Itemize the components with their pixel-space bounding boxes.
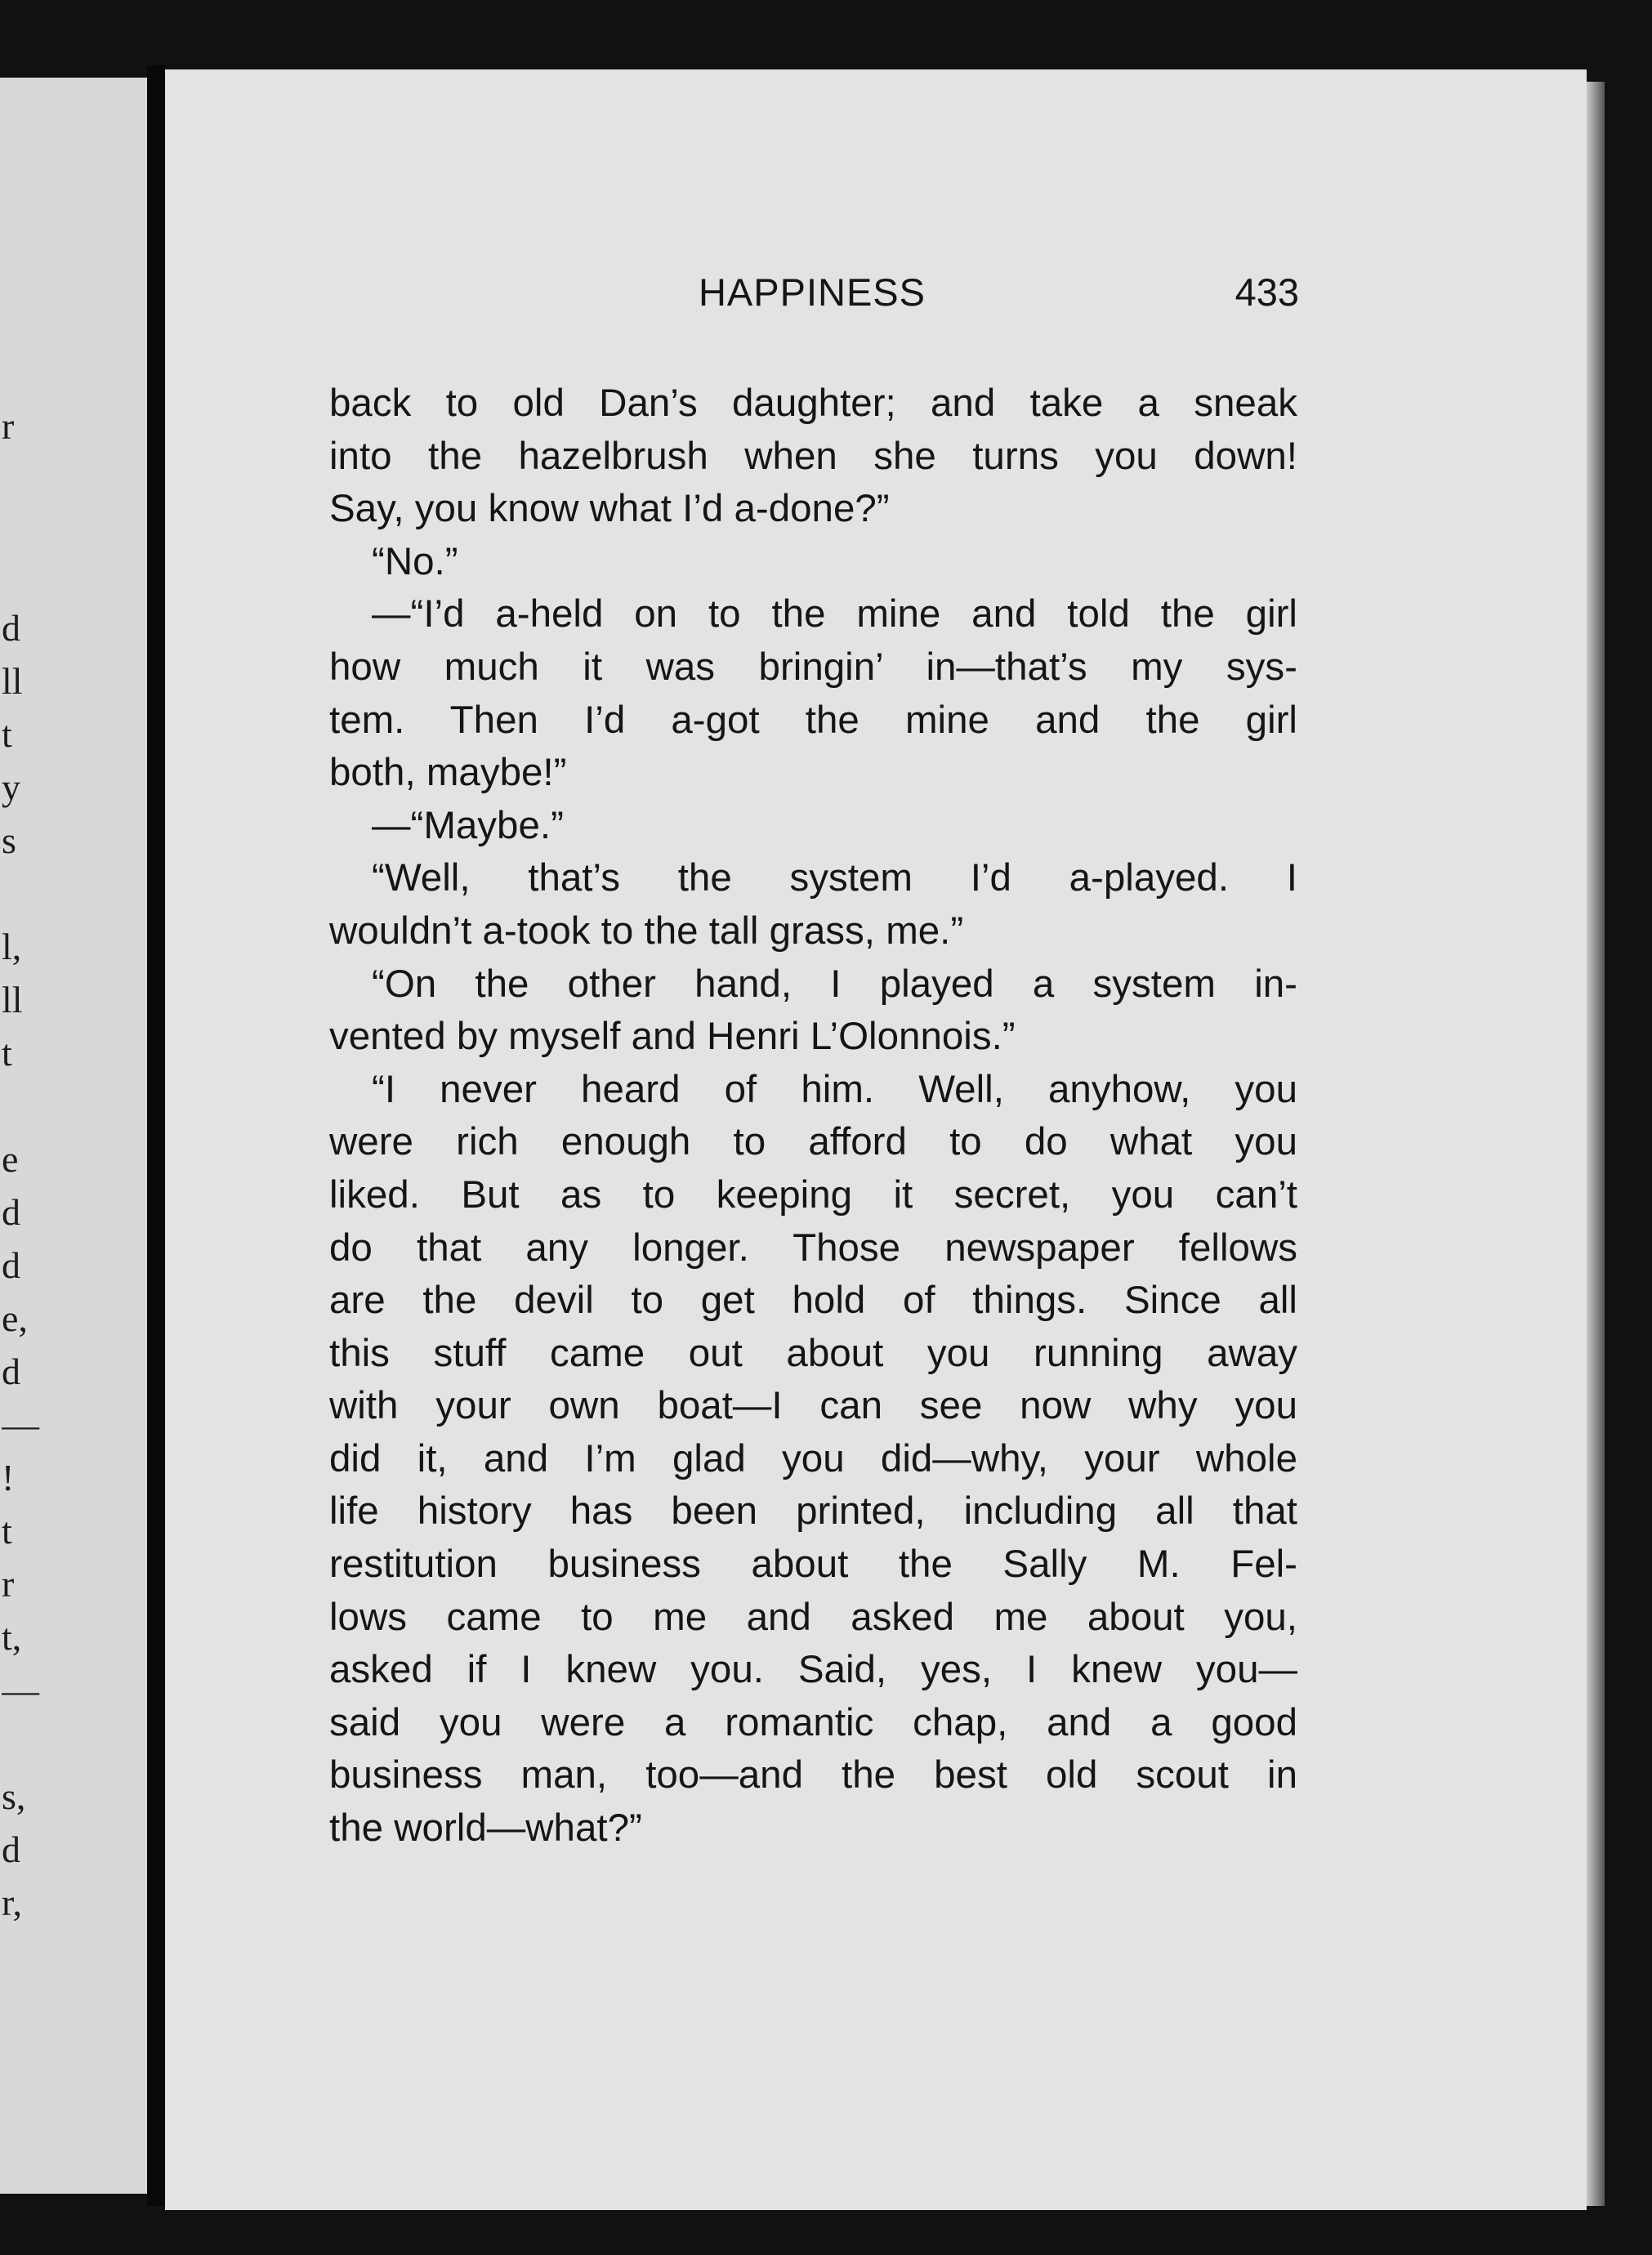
body-text bbox=[329, 377, 1297, 1855]
left-page-edge bbox=[0, 78, 147, 2194]
text-line: did it, and I’m glad you did—why, your whole bbox=[329, 1436, 1297, 1480]
left-page-fragment: t, bbox=[2, 1616, 22, 1658]
left-page-fragment: s bbox=[2, 819, 16, 861]
left-page-fragment: — bbox=[2, 1669, 39, 1711]
left-page-fragment: t bbox=[2, 713, 12, 755]
text-line: the world—what?” bbox=[329, 1806, 642, 1851]
left-page-fragment: y bbox=[2, 766, 20, 808]
running-head bbox=[325, 270, 1299, 327]
left-page-fragment: r bbox=[2, 405, 15, 447]
left-page-fragment: d bbox=[2, 1244, 20, 1286]
left-page-fragment: ! bbox=[2, 1457, 15, 1498]
text-line: back to old Dan’s daughter; and take a sneak bbox=[329, 382, 1297, 425]
text-line: with your own boat—I can see now why you bbox=[329, 1384, 1297, 1428]
text-line: —“Maybe.” bbox=[372, 803, 564, 847]
page-number: 433 bbox=[1235, 270, 1299, 314]
running-title: HAPPINESS bbox=[698, 270, 926, 314]
text-line: “Well, that’s the system I’d a-played. I bbox=[372, 856, 1297, 900]
text-line: this stuff came out about you running away bbox=[329, 1331, 1297, 1375]
text-line: Say, you know what I’d a-done?” bbox=[329, 487, 890, 531]
left-page-fragment: r bbox=[2, 1563, 15, 1605]
text-line: tem. Then I’d a-got the mine and the girl bbox=[329, 698, 1297, 742]
left-page-fragment: l, bbox=[2, 926, 22, 967]
left-page-fragment: ll bbox=[2, 979, 23, 1020]
text-line: into the hazelbrush when she turns you down! bbox=[329, 434, 1297, 478]
left-page-fragment: t bbox=[2, 1510, 12, 1552]
text-line: wouldn’t a-took to the tall grass, me.” bbox=[329, 909, 964, 953]
left-page-fragment: r, bbox=[2, 1882, 22, 1923]
text-line: said you were a romantic chap, and a good bbox=[329, 1700, 1297, 1744]
text-line: do that any longer. Those newspaper fellows bbox=[329, 1226, 1297, 1270]
text-line: business man, too—and the best old scout in bbox=[329, 1753, 1297, 1797]
book-gutter bbox=[147, 65, 165, 2206]
text-line: vented by myself and Henri L’Olonnois.” bbox=[329, 1015, 1016, 1059]
left-page-fragment: d bbox=[2, 607, 20, 649]
text-line: are the devil to get hold of things. Since all bbox=[329, 1279, 1297, 1323]
left-page-fragment: d bbox=[2, 1351, 20, 1392]
left-page-fragment: t bbox=[2, 1032, 12, 1074]
left-page-fragment: d bbox=[2, 1829, 20, 1870]
left-page-fragment: e, bbox=[2, 1297, 28, 1339]
text-line: “On the other hand, I played a system in- bbox=[372, 962, 1297, 1006]
left-page-fragment: d bbox=[2, 1191, 20, 1233]
left-page-fragment: e bbox=[2, 1138, 19, 1180]
left-page-fragment: — bbox=[2, 1404, 39, 1445]
left-page-fragment: s, bbox=[2, 1775, 26, 1817]
text-line: lows came to me and asked me about you, bbox=[329, 1595, 1297, 1639]
text-line: “I never heard of him. Well, anyhow, you bbox=[372, 1067, 1297, 1111]
page-edge-shadow bbox=[1587, 82, 1605, 2206]
text-line: liked. But as to keeping it secret, you can’t bbox=[329, 1172, 1297, 1217]
text-line: life history has been printed, including all that bbox=[329, 1489, 1297, 1534]
text-line: were rich enough to afford to do what you bbox=[329, 1120, 1297, 1164]
text-line: —“I’d a-held on to the mine and told the girl bbox=[372, 592, 1297, 636]
left-page-fragment: ll bbox=[2, 660, 23, 702]
text-line: “No.” bbox=[372, 539, 458, 583]
text-line: both, maybe!” bbox=[329, 751, 567, 795]
text-line: asked if I knew you. Said, yes, I knew you— bbox=[329, 1648, 1297, 1692]
text-line: restitution business about the Sally M. Fel- bbox=[329, 1543, 1297, 1587]
text-line: how much it was bringin’ in—that’s my sys- bbox=[329, 645, 1297, 689]
